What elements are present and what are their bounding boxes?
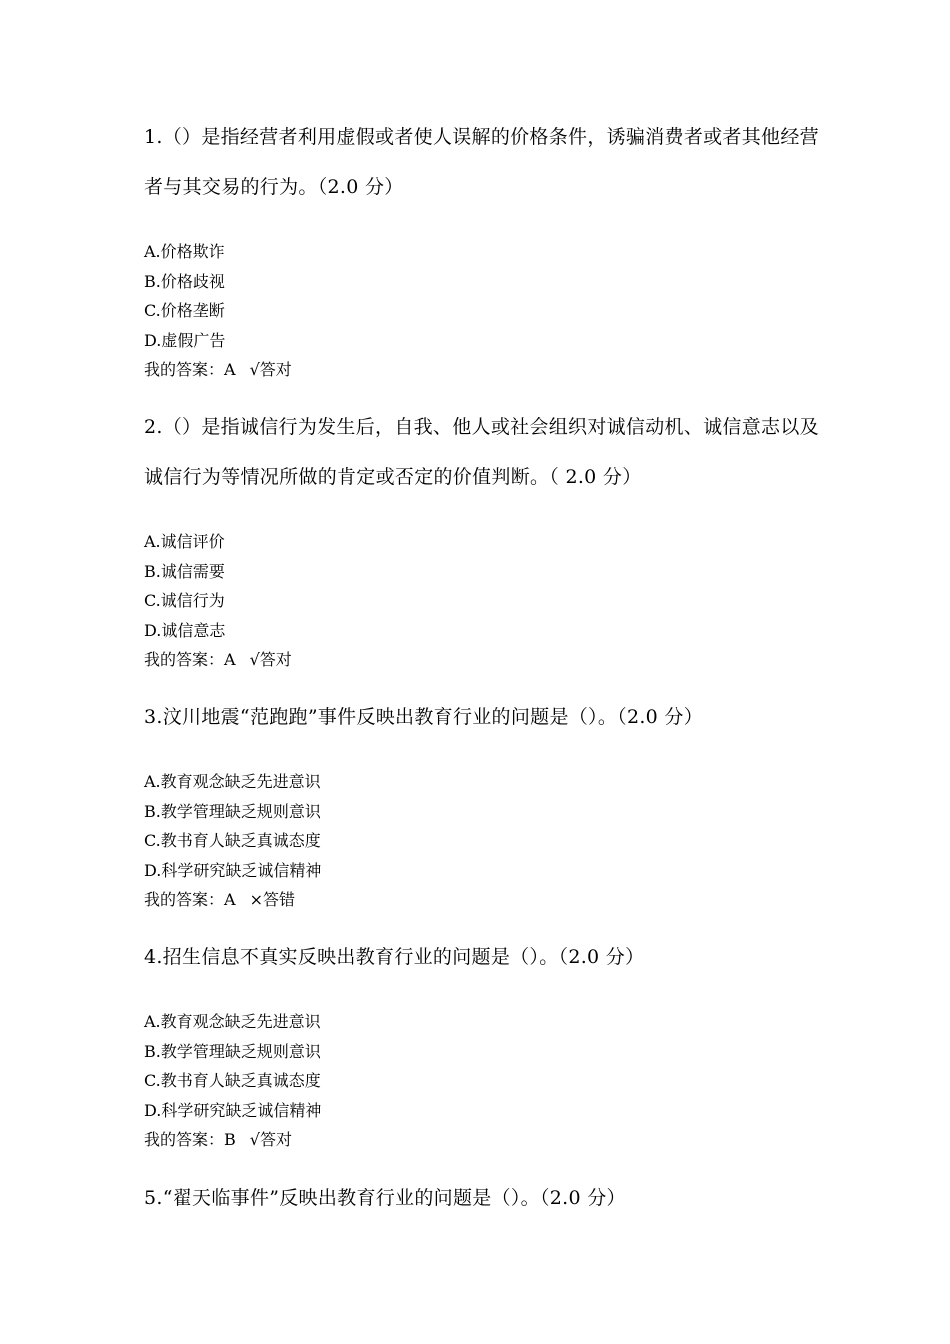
my-answer [144, 1125, 824, 1155]
option-c: C.教书育人缺乏真诚态度 [144, 831, 321, 850]
question-1 [144, 112, 824, 385]
question-3 [144, 692, 824, 915]
option-b: B.价格歧视 [144, 271, 225, 291]
option-c: C.诚信行为 [144, 591, 225, 610]
option-d: D.科学研究缺乏诚信精神 [144, 860, 322, 880]
answer-result: √答对 [249, 650, 292, 669]
option-d: D.科学研究缺乏诚信精神 [144, 1100, 322, 1120]
question-5 [144, 1173, 824, 1223]
option-list [144, 767, 824, 915]
option-a: A.教育观念缺乏先进意识 [144, 772, 321, 791]
question-title: 2.（）是指诚信行为发生后，自我、他人或社会组织对诚信动机、诚信意志以及诚信行为等情况所做的肯定或否定的价值判断。（ 2.0 分） [144, 416, 819, 488]
my-answer [144, 885, 824, 915]
answer-result: √答对 [249, 1130, 292, 1149]
option-b: B.诚信需要 [144, 561, 225, 581]
answer-label: 我的答案：A [144, 360, 236, 379]
my-answer [144, 645, 824, 675]
answer-result: ×答错 [249, 890, 295, 909]
answer-result: √答对 [249, 360, 292, 379]
answer-label: 我的答案：A [144, 650, 236, 669]
question-4 [144, 932, 824, 1155]
option-d: D.虚假广告 [144, 330, 226, 350]
option-list [144, 237, 824, 385]
option-a: A.诚信评价 [144, 532, 225, 551]
option-d: D.诚信意志 [144, 620, 226, 640]
option-b: B.教学管理缺乏规则意识 [144, 1041, 321, 1061]
question-title: 5.“翟天临事件”反映出教育行业的问题是（）。（2.0 分） [144, 1187, 626, 1209]
option-a: A.价格欺诈 [144, 242, 225, 261]
question-title: 4.招生信息不真实反映出教育行业的问题是（）。（2.0 分） [144, 946, 645, 968]
option-c: C.价格垄断 [144, 301, 225, 320]
option-b: B.教学管理缺乏规则意识 [144, 801, 321, 821]
question-2 [144, 402, 824, 675]
option-list [144, 1007, 824, 1155]
answer-label: 我的答案：A [144, 890, 236, 909]
answer-label: 我的答案：B [144, 1130, 236, 1149]
option-c: C.教书育人缺乏真诚态度 [144, 1071, 321, 1090]
option-a: A.教育观念缺乏先进意识 [144, 1012, 321, 1031]
question-title: 1.（）是指经营者利用虚假或者使人误解的价格条件，诱骗消费者或者其他经营者与其交易的行为。（2.0 分） [144, 126, 819, 198]
question-title: 3.汶川地震“范跑跑”事件反映出教育行业的问题是（）。（2.0 分） [144, 706, 704, 728]
option-list [144, 527, 824, 675]
my-answer [144, 355, 824, 385]
